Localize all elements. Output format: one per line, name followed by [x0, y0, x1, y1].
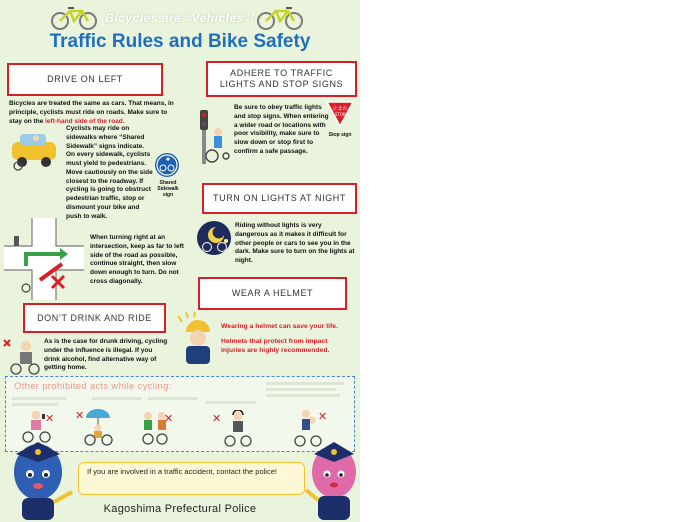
sidewalk-rule: Cyclists may ride on sidewalks where “Shared Sidewalk” signs indicate. On every sidewalk, cyclists must yield to pedestrians. Move cautiously on the side closest to the roadway. If cycling is going to obstruct pedestrian traffic, stop or dismount your bike and push to walk. [66, 125, 153, 220]
shared-sidewalk-sign-label: Shared Sidewalk sign [157, 180, 179, 198]
drive-left-intro-text: Bicycles are treated the same as cars. That means, in principle, cyclists must ride on roads. Make sure to stay on the [9, 100, 174, 125]
helmet-person-illustration [178, 312, 218, 364]
stop-sign-jp-text: 止まれ [332, 106, 348, 112]
traffic-lights-rule: Be sure to obey traffic lights and stop signs. When entering a wider road or locations with poor visibility, make sure to slow down or stop first to confirm a safe passage. [234, 104, 329, 155]
umbrella-while-cycling-icon [82, 408, 114, 446]
car-and-cyclist-illustration [10, 128, 62, 172]
intersection-diagram [4, 218, 84, 300]
stop-sign-en-text: STOP [334, 112, 346, 117]
tagline: Bicycles are “Vehicles”! [105, 11, 255, 25]
lights-at-night-rule: Riding without lights is very dangerous as it makes it difficult for other people or cars to see you in the dark. Make sure to turn on the lights at night. [235, 222, 355, 265]
section-heading-lights-at-night: TURN ON LIGHTS AT NIGHT [202, 183, 357, 214]
x-icon: ✕ [75, 410, 85, 422]
section-heading-traffic-lights: ADHERE TO TRAFFIC LIGHTS AND STOP SIGNS [206, 61, 357, 97]
helmet-line-2: Helmets that protect from impact injuries are highly recommended. [221, 338, 330, 355]
x-icon: ✕ [164, 413, 174, 425]
x-icon: ✕ [318, 411, 328, 423]
prohibited-acts-title: Other prohibited acts while cycling: [14, 381, 172, 392]
stop-sign-icon [326, 101, 354, 127]
stop-sign-label: Stop sign [328, 132, 352, 138]
turn-right-rule: When turning right at an intersection, keep as far to left side of the road as possible, continue straight, then slow down enough to turn. Do not cross diagonally. [90, 234, 184, 285]
drive-left-highlight: left-hand side of the road. [45, 117, 125, 125]
earphones-while-cycling-icon [224, 410, 252, 448]
helmet-line-1: Wearing a helmet can save your life. [221, 323, 338, 330]
section-heading-drive-left: DRIVE ON LEFT [7, 63, 163, 96]
traffic-light-cyclist-illustration [200, 108, 230, 164]
x-icon: ✕ [212, 413, 222, 425]
dont-drink-rule: As is the case for drunk driving, cycling under the influence is illegal. If you drink alcohol, find alternative way of getting home. [44, 338, 168, 372]
footer-police: Kagoshima Prefectural Police [103, 503, 257, 515]
shared-sidewalk-sign-icon [154, 152, 180, 178]
x-icon: ✕ [45, 413, 55, 425]
night-cyclist-illustration [196, 219, 232, 257]
section-heading-helmet: WEAR A HELMET [198, 277, 347, 310]
drunk-cyclist-illustration [2, 336, 42, 376]
page-title: Traffic Rules and Bike Safety [49, 31, 311, 52]
accident-callout: If you are involved in a traffic accident, contact the police! [78, 462, 305, 495]
section-heading-dont-drink: DON’T DRINK AND RIDE [23, 303, 166, 333]
drive-left-intro [9, 100, 181, 126]
